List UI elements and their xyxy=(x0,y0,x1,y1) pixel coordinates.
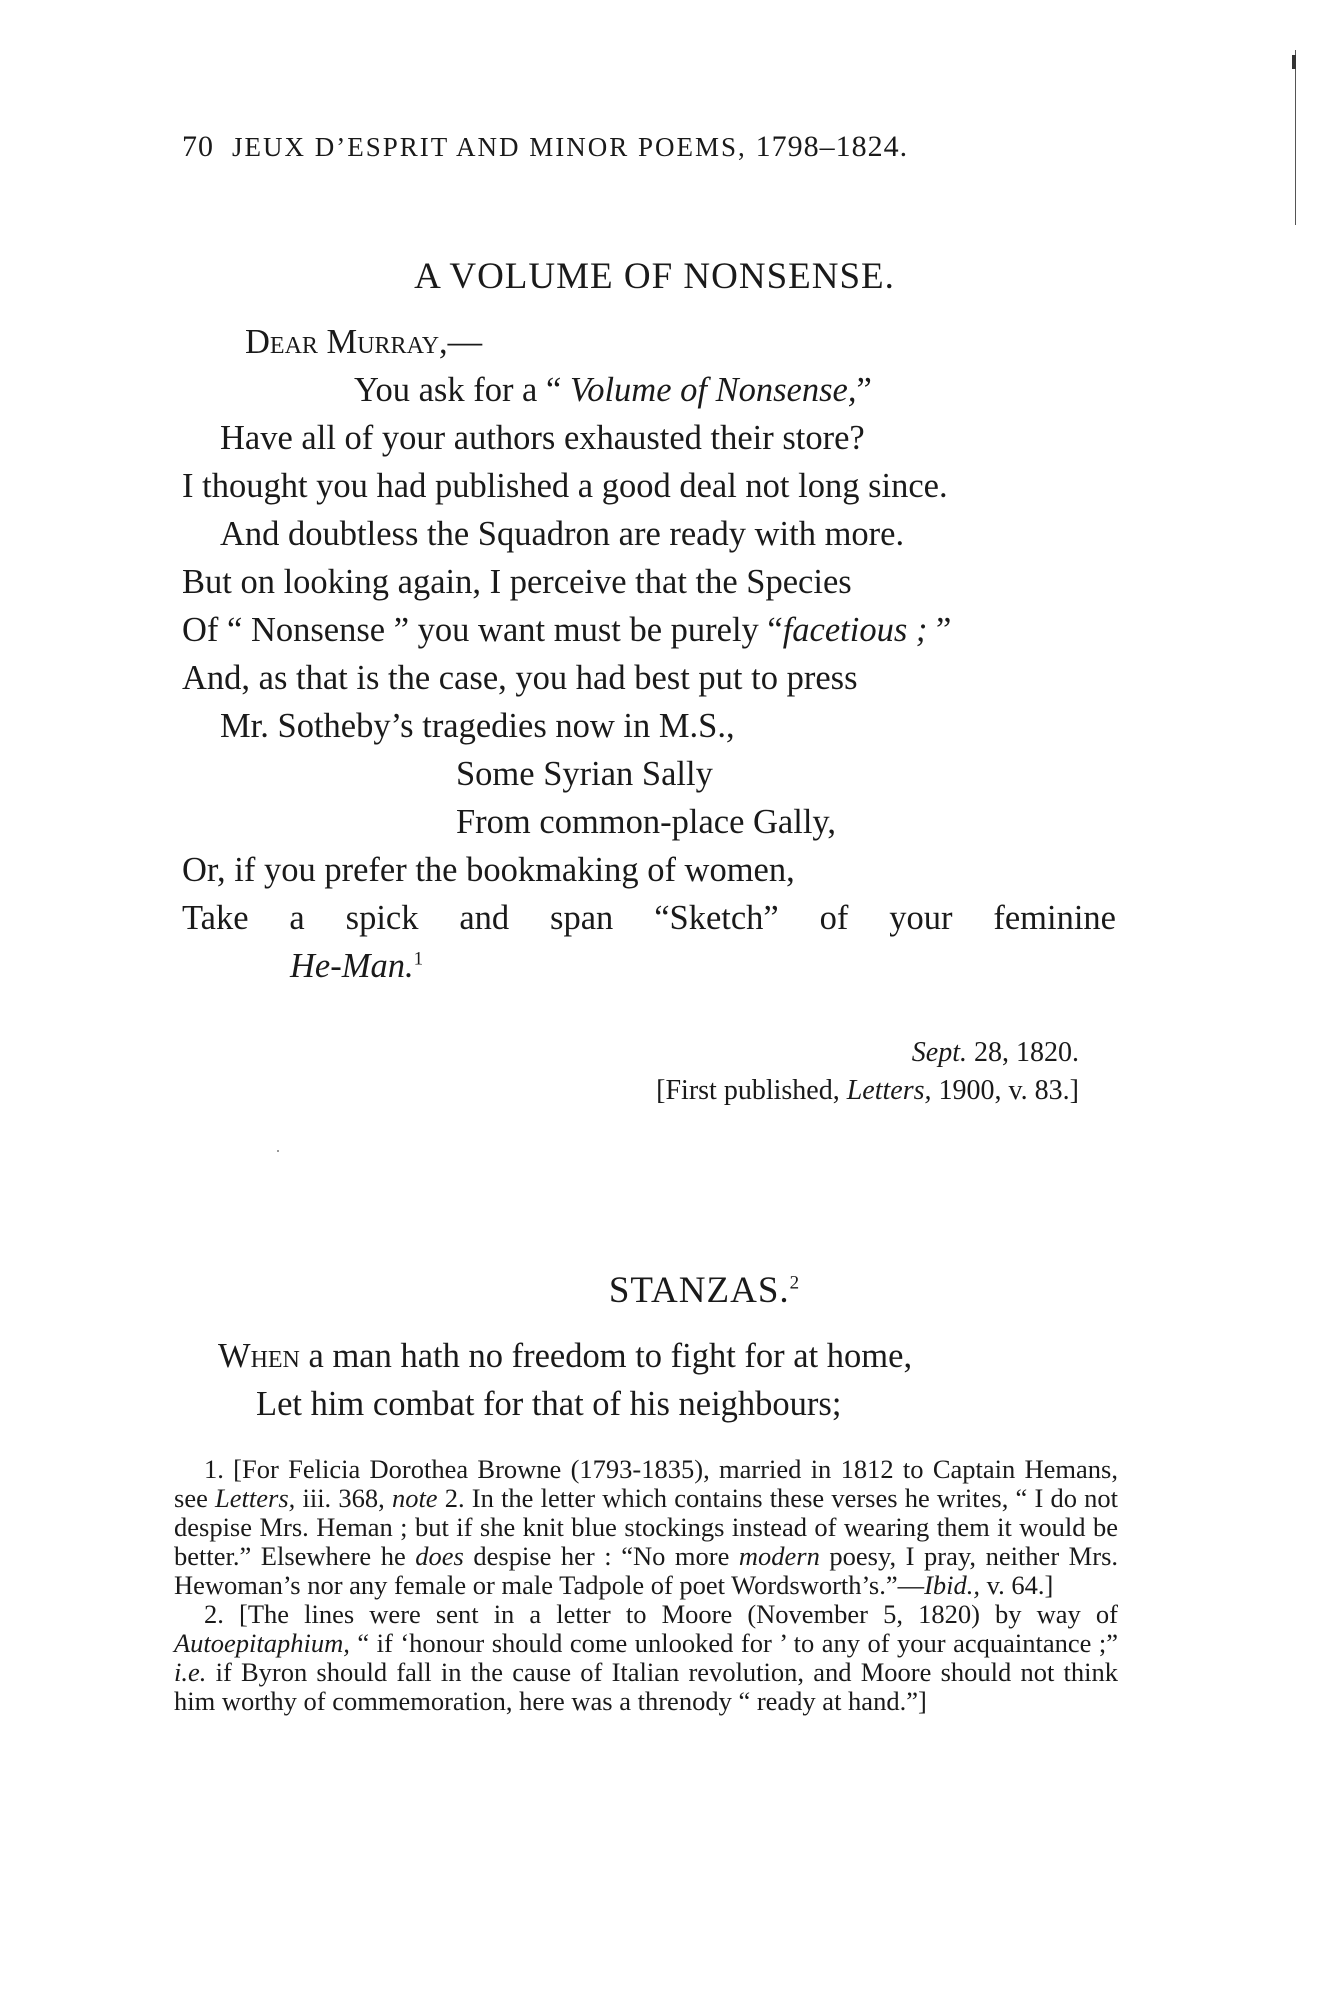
header-title: JEUX D’ESPRIT AND MINOR POEMS, xyxy=(232,132,747,162)
footnote-ref-1: 1 xyxy=(413,948,424,970)
margin-line xyxy=(1295,50,1299,225)
poem1-title: A VOLUME OF NONSENSE. xyxy=(414,256,895,297)
header-years: 1798–1824. xyxy=(755,130,909,163)
poem1-salutation: Dear Murray,— xyxy=(245,323,483,361)
poem1-line-11: Or, if you prefer the bookmaking of women, xyxy=(182,851,795,889)
running-header xyxy=(182,130,908,164)
footnote-2: 2. [The lines were sent in a letter to Moore (November 5, 1820) by way of Autoepitaphium, “ if ‘honour should come unlooked for ’ to any of your acquaintance ;” i.e. if Byron should fall in the cause of Italian revolution, and Moore should not think him worthy of commemoration, here was a threnody “ ready at hand.”] xyxy=(174,1599,1118,1716)
footnotes xyxy=(174,1455,1118,1716)
poem2-title: STANZAS.$^2$ xyxy=(608,1270,801,1311)
margin-mark xyxy=(1292,55,1296,69)
poem1-line-4: And doubtless the Squadron are ready with more. xyxy=(220,515,905,553)
poem1-line-7: And, as that is the case, you had best put to press xyxy=(182,659,858,697)
poem1-line-3: I thought you had published a good deal not long since. xyxy=(182,467,948,505)
poem1-line-9: Some Syrian Sally xyxy=(456,755,713,793)
page-number: 70 xyxy=(182,130,214,163)
footnote-1: 1. [For Felicia Dorothea Browne (1793-1835), married in 1812 to Captain Hemans, see Letters, iii. 368, note 2. In the letter which contains these verses he writes, “ I do not despise Mrs. Heman ; but if she knit blue stockings instead of wearing them it would be better.” Elsewhere he does despise her : “No more modern poesy, I pray, neither Mrs. Hewoman’s nor any female or male Tadpole of poet Wordsworth’s.”—Ibid., v. 64.] xyxy=(174,1454,1119,1600)
poem1-line-5: But on looking again, I perceive that the Species xyxy=(182,563,852,601)
poem1-line-1: You ask for a “ Volume of Nonsense,” xyxy=(354,371,872,409)
poem1-line-8: Mr. Sotheby’s tragedies now in M.S., xyxy=(220,707,735,745)
poem1-line-6: Of “ Nonsense ” you want must be purely “facetious ; ” xyxy=(182,611,952,649)
page-speck xyxy=(277,1150,279,1152)
poem2-line-1: When a man hath no freedom to fight for at home, xyxy=(218,1337,913,1375)
poem1-date: Sept. 28, 1820. xyxy=(911,1037,1079,1068)
poem1-publication-note: [First published, Letters, 1900, v. 83.] xyxy=(656,1075,1079,1106)
poem1-line-12: Take a spick and span “Sketch” of your feminine xyxy=(182,899,1116,937)
poem2-line-2: Let him combat for that of his neighbours; xyxy=(256,1385,842,1423)
poem1-line-2: Have all of your authors exhausted their store? xyxy=(220,419,865,457)
poem1-line-10: From common-place Gally, xyxy=(456,803,837,841)
footnote-ref-2: 2 xyxy=(789,1272,801,1294)
poem1-line-13: He-Man.$^1$ xyxy=(290,947,424,985)
